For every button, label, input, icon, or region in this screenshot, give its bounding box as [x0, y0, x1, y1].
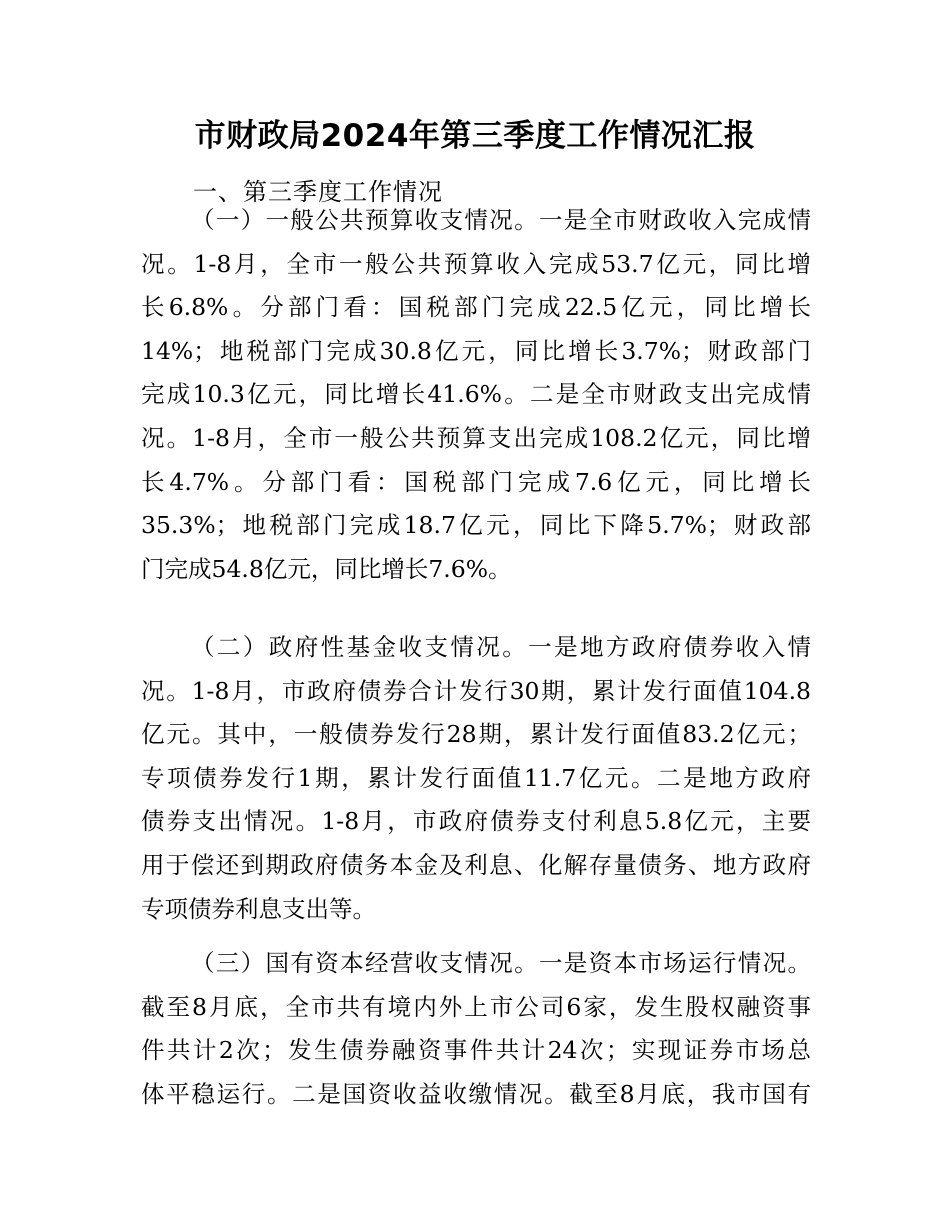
paragraph-line: 况。1-8月，市政府债券合计发行30期，累计发行面值104.8 — [141, 676, 811, 705]
document-title: 市财政局2024年第三季度工作情况汇报 — [194, 118, 756, 154]
paragraph-line: 专项债券发行1期，累计发行面值11.7亿元。二是地方政府 — [141, 763, 811, 792]
paragraph-line: 亿元。其中，一般债券发行28期，累计发行面值83.2亿元； — [141, 720, 811, 749]
paragraph-state-capital — [141, 942, 811, 1116]
paragraph-line: 况。1-8月，全市一般公共预算支出完成108.2亿元，同比增 — [141, 423, 811, 452]
paragraph-general-budget — [141, 199, 811, 591]
paragraph-line: 体平稳运行。二是国资收益收缴情况。截至8月底，我市国有 — [141, 1079, 811, 1108]
paragraph-line: 况。1-8月，全市一般公共预算收入完成53.7亿元，同比增 — [141, 249, 811, 278]
paragraph-line: 长4.7%。分部门看：国税部门完成7.6亿元，同比增长 — [141, 467, 811, 496]
paragraph-line: （二）政府性基金收支情况。一是地方政府债券收入情 — [191, 633, 811, 661]
paragraph-line: 门完成54.8亿元，同比增长7.6%。 — [141, 554, 512, 583]
paragraph-line: 完成10.3亿元，同比增长41.6%。二是全市财政支出完成情 — [141, 380, 811, 409]
paragraph-line: 14%；地税部门完成30.8亿元，同比增长3.7%；财政部门 — [141, 336, 811, 365]
paragraph-line: 长6.8%。分部门看：国税部门完成22.5亿元，同比增长 — [141, 293, 811, 322]
paragraph-line: 件共计2次；发生债券融资事件共计24次；实现证券市场总 — [141, 1036, 811, 1065]
paragraph-line: 专项债券利息支出等。 — [141, 894, 376, 923]
section-heading: 一、第三季度工作情况 — [193, 178, 443, 206]
paragraph-line: 35.3%；地税部门完成18.7亿元，同比下降5.7%；财政部 — [141, 511, 811, 540]
paragraph-line: 债券支出情况。1-8月，市政府债券支付利息5.8亿元，主要 — [141, 807, 811, 836]
paragraph-line: 截至8月底，全市共有境内外上市公司6家，发生股权融资事 — [141, 992, 811, 1021]
paragraph-government-fund — [141, 626, 811, 931]
paragraph-line: 用于偿还到期政府债务本金及利息、化解存量债务、地方政府 — [141, 850, 811, 879]
paragraph-line: （一）一般公共预算收支情况。一是全市财政收入完成情 — [191, 206, 811, 234]
paragraph-line: （三）国有资本经营收支情况。一是资本市场运行情况。 — [191, 949, 811, 977]
